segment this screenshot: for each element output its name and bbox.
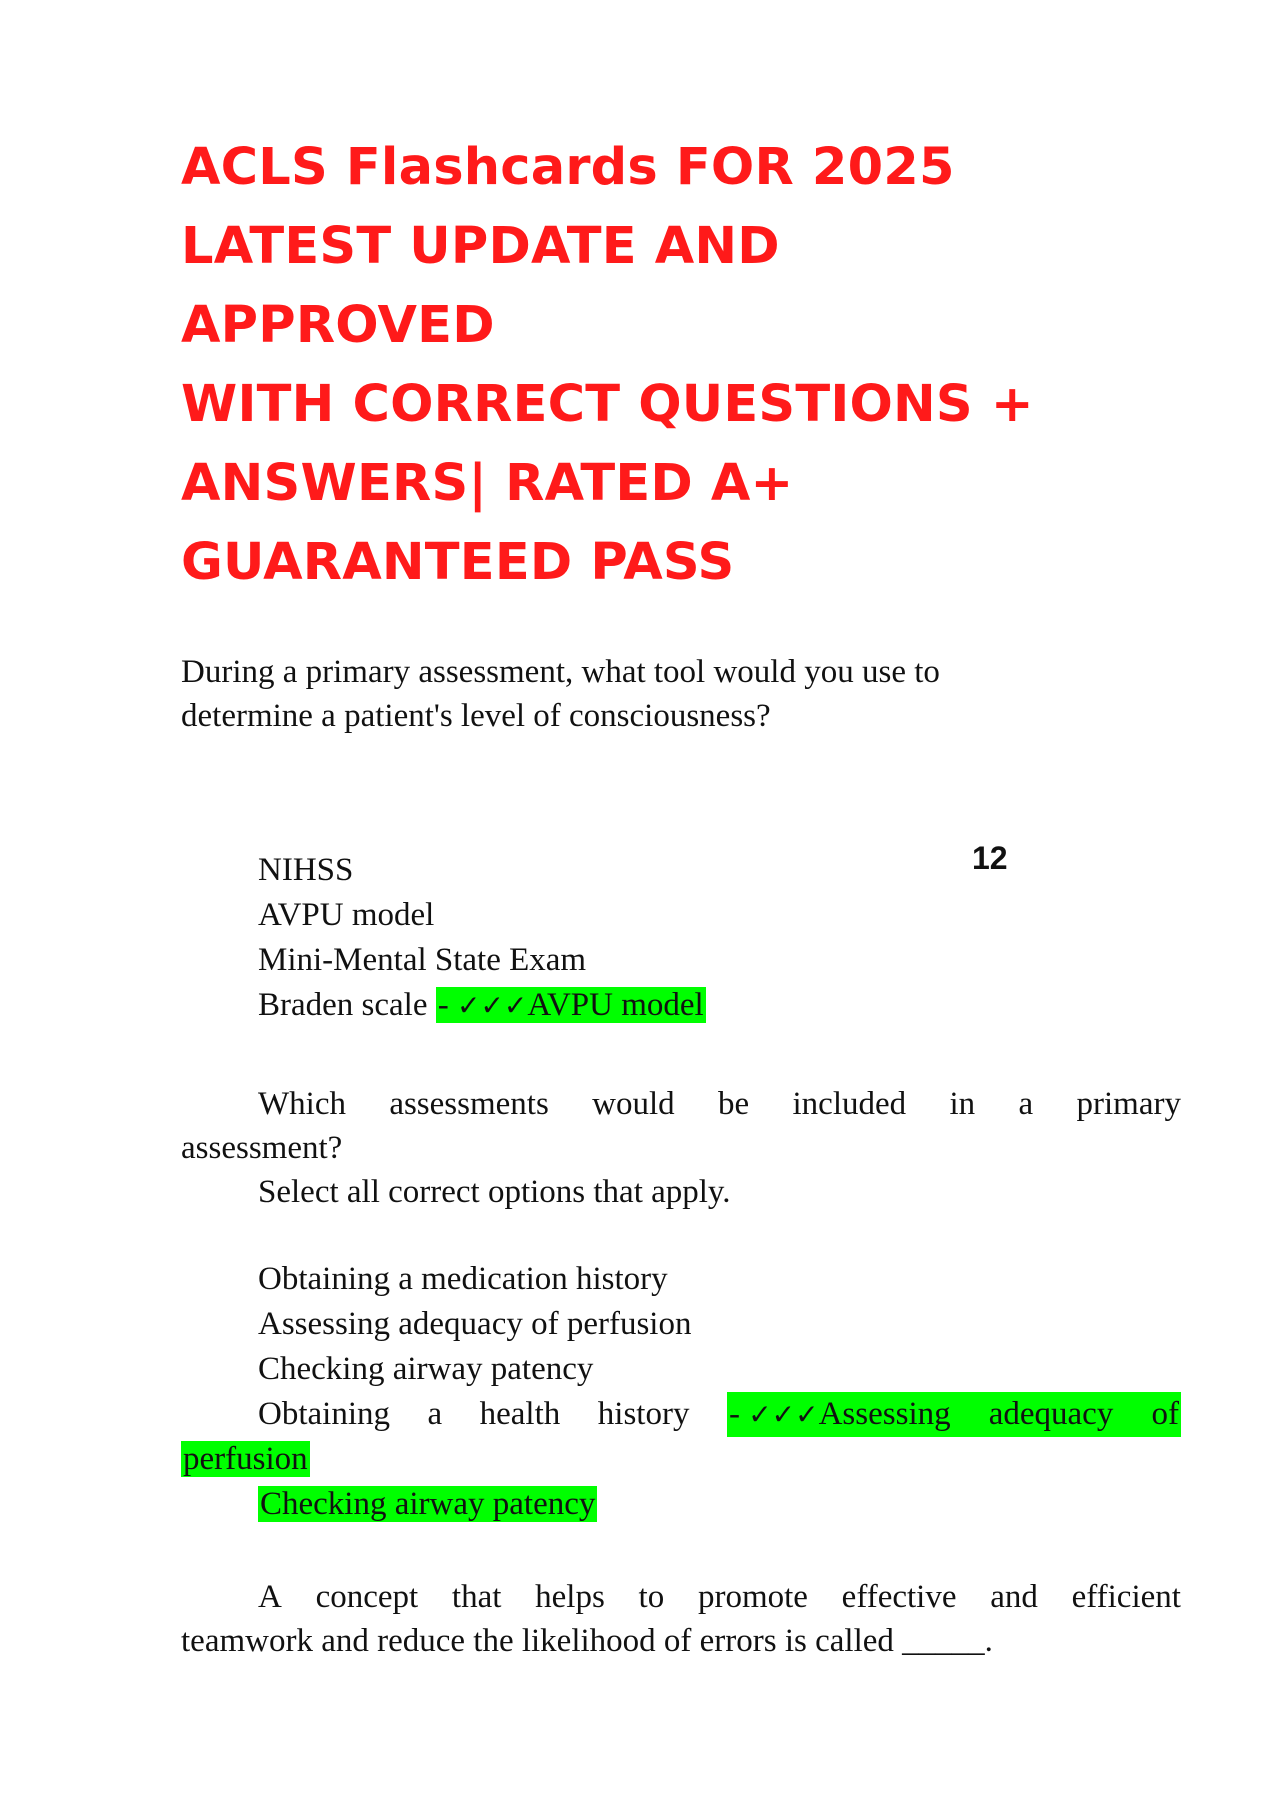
checkmarks-icon: ✓✓✓ [748, 1398, 819, 1431]
word: of [1151, 1396, 1179, 1432]
word: would [592, 1086, 675, 1122]
option-adequacy-of-perfusion: Assessing adequacy of perfusion [258, 1306, 692, 1342]
checkmarks-icon: ✓✓✓ [457, 989, 528, 1022]
question-2-options [181, 1257, 1181, 1527]
word: to [638, 1579, 665, 1615]
document-title [181, 128, 1141, 602]
option-avpu-model: AVPU model [258, 897, 435, 933]
question-1-line-1: During a primary assessment, what tool would you use to [181, 654, 940, 690]
answer-prefix: - [437, 987, 457, 1023]
word: in [949, 1086, 976, 1122]
answer-line-2 [181, 1437, 1181, 1482]
question-2-instruction: Select all correct options that apply. [258, 1174, 731, 1210]
title-line-4: WITH CORRECT QUESTIONS + [181, 375, 1034, 434]
option-braden-scale-row [258, 983, 706, 1028]
question-1-options [258, 848, 706, 1028]
word: promote [697, 1579, 808, 1615]
word: Which [258, 1086, 346, 1122]
title-line-2: LATEST UPDATE AND [181, 217, 780, 276]
word: be [718, 1086, 750, 1122]
word: that [451, 1579, 502, 1615]
answer-highlight-2 [727, 1392, 1181, 1437]
question-3 [181, 1575, 1181, 1663]
question-3-line-1 [181, 1575, 1181, 1619]
word: primary [1076, 1086, 1181, 1122]
question-2-line-1 [181, 1082, 1181, 1126]
word: helps [535, 1579, 605, 1615]
answer-highlight-2b: perfusion [183, 1441, 308, 1477]
title-line-3: APPROVED [181, 296, 495, 355]
word: assessments [389, 1086, 549, 1122]
question-3-line-2: teamwork and reduce the likelihood of errors is called _____. [181, 1623, 993, 1659]
word: health [479, 1396, 561, 1432]
word: A [258, 1579, 282, 1615]
word: a [1018, 1086, 1034, 1122]
answer-prefix: - ✓✓✓Assessing [728, 1396, 951, 1432]
option-nihss: NIHSS [258, 852, 354, 888]
word: history [597, 1396, 690, 1432]
word: adequacy [988, 1396, 1114, 1432]
answer-line-3 [181, 1482, 1181, 1527]
word: and [990, 1579, 1038, 1615]
page-number: 12 [972, 840, 1008, 876]
word: effective [841, 1579, 957, 1615]
answer-highlight-1 [436, 987, 706, 1023]
option-medication-history: Obtaining a medication history [258, 1261, 668, 1297]
answer-text: AVPU model [527, 987, 704, 1023]
word: a [427, 1396, 443, 1432]
answer-highlight-2c: Checking airway patency [260, 1486, 596, 1522]
option-mini-mental-state-exam: Mini-Mental State Exam [258, 942, 587, 978]
question-2 [181, 1082, 1181, 1214]
title-line-1: ACLS Flashcards FOR 2025 [181, 138, 955, 197]
question-1-line-2: determine a patient's level of consciousness? [181, 698, 771, 734]
option-braden-scale: Braden scale [258, 987, 428, 1023]
word: Obtaining [258, 1396, 390, 1432]
question-2-line-2: assessment? [181, 1130, 343, 1166]
word: included [792, 1086, 907, 1122]
question-1 [181, 650, 1181, 738]
title-line-6: GUARANTEED PASS [181, 533, 735, 592]
title-line-5: ANSWERS| RATED A+ [181, 454, 794, 513]
option-airway-patency: Checking airway patency [258, 1351, 594, 1387]
word: efficient [1071, 1579, 1181, 1615]
option-health-history-row [181, 1392, 1181, 1437]
word: concept [315, 1579, 419, 1615]
